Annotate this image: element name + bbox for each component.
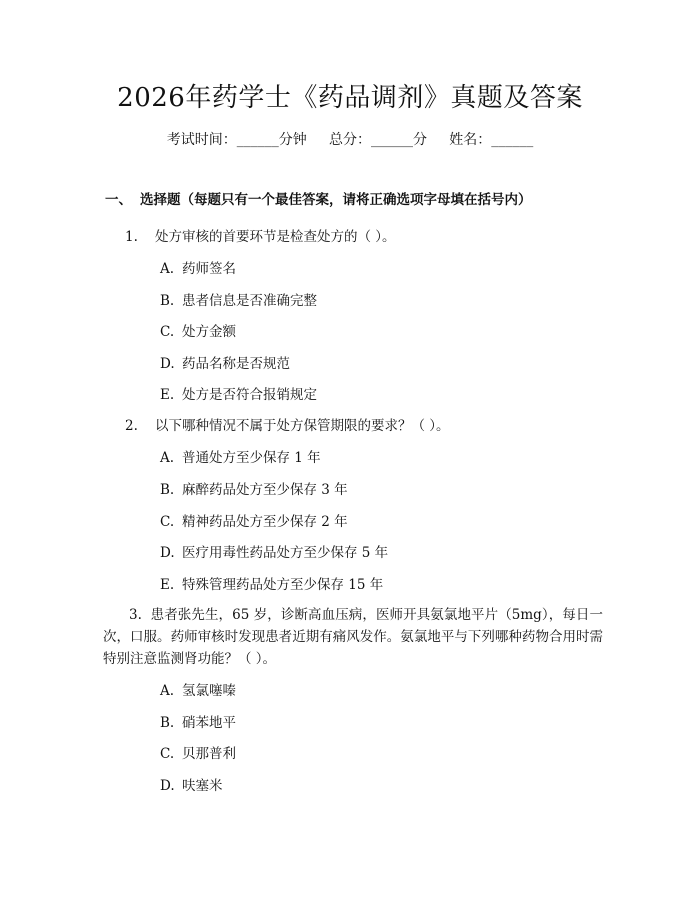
option-text: 硝苯地平 <box>182 715 236 731</box>
document-title: 2026年药学士《药品调剂》真题及答案 <box>117 83 583 113</box>
question-text: 患者张先生，65 岁，诊断高血压病，医师开具氨氯地平片（5mg），每日一次，口服。药师审核时发现患者近期有痛风发作。氨氯地平与下列哪种药物合用时需特别注意监测肾功能？（ ）。 <box>103 607 603 667</box>
option-text: 处方是否符合报销规定 <box>182 387 317 403</box>
option-2a: A. 普通处方至少保存 1 年 <box>160 450 321 466</box>
option-text: 呋塞米 <box>182 778 223 794</box>
option-text: 普通处方至少保存 1 年 <box>182 450 321 466</box>
section-number: 一、 <box>105 192 132 208</box>
option-text: 贝那普利 <box>182 746 236 762</box>
option-text: 药师签名 <box>182 261 236 277</box>
option-3d: D. 呋塞米 <box>160 778 223 794</box>
question-number: 1. <box>125 229 138 245</box>
option-text: 精神药品处方至少保存 2 年 <box>182 514 348 530</box>
option-text: 医疗用毒性药品处方至少保存 5 年 <box>182 545 389 561</box>
option-text: 特殊管理药品处方至少保存 15 年 <box>182 577 384 593</box>
question-3 <box>103 604 603 670</box>
option-text: 麻醉药品处方至少保存 3 年 <box>182 482 348 498</box>
option-3b: B. 硝苯地平 <box>160 715 236 731</box>
option-2e: E. 特殊管理药品处方至少保存 15 年 <box>160 577 384 593</box>
option-3c: C. 贝那普利 <box>160 746 236 762</box>
question-number: 3. <box>129 607 142 623</box>
question-1 <box>125 227 595 247</box>
section-title: 选择题（每题只有一个最佳答案，请将正确选项字母填在括号内） <box>140 192 532 208</box>
question-text: 以下哪种情况不属于处方保管期限的要求？（ ）。 <box>155 418 450 434</box>
option-text: 氢氯噻嗪 <box>182 683 236 699</box>
option-text: 处方金额 <box>182 324 236 340</box>
option-text: 患者信息是否准确完整 <box>182 293 317 309</box>
option-2b: B. 麻醉药品处方至少保存 3 年 <box>160 482 348 498</box>
question-text: 处方审核的首要环节是检查处方的（ ）。 <box>155 229 396 245</box>
option-1a: A. 药师签名 <box>160 261 236 277</box>
option-2c: C. 精神药品处方至少保存 2 年 <box>160 514 348 530</box>
question-number: 2. <box>125 418 138 434</box>
option-1c: C. 处方金额 <box>160 324 236 340</box>
exam-meta-line: 考试时间：______分钟 总分：______分 姓名：______ <box>166 132 534 148</box>
option-text: 药品名称是否规范 <box>182 356 290 372</box>
option-3a: A. 氢氯噻嗪 <box>160 683 236 699</box>
option-2d: D. 医疗用毒性药品处方至少保存 5 年 <box>160 545 389 561</box>
option-1b: B. 患者信息是否准确完整 <box>160 293 317 309</box>
section-heading <box>105 190 665 210</box>
option-1e: E. 处方是否符合报销规定 <box>160 387 317 403</box>
option-1d: D. 药品名称是否规范 <box>160 356 290 372</box>
question-2 <box>125 416 595 436</box>
